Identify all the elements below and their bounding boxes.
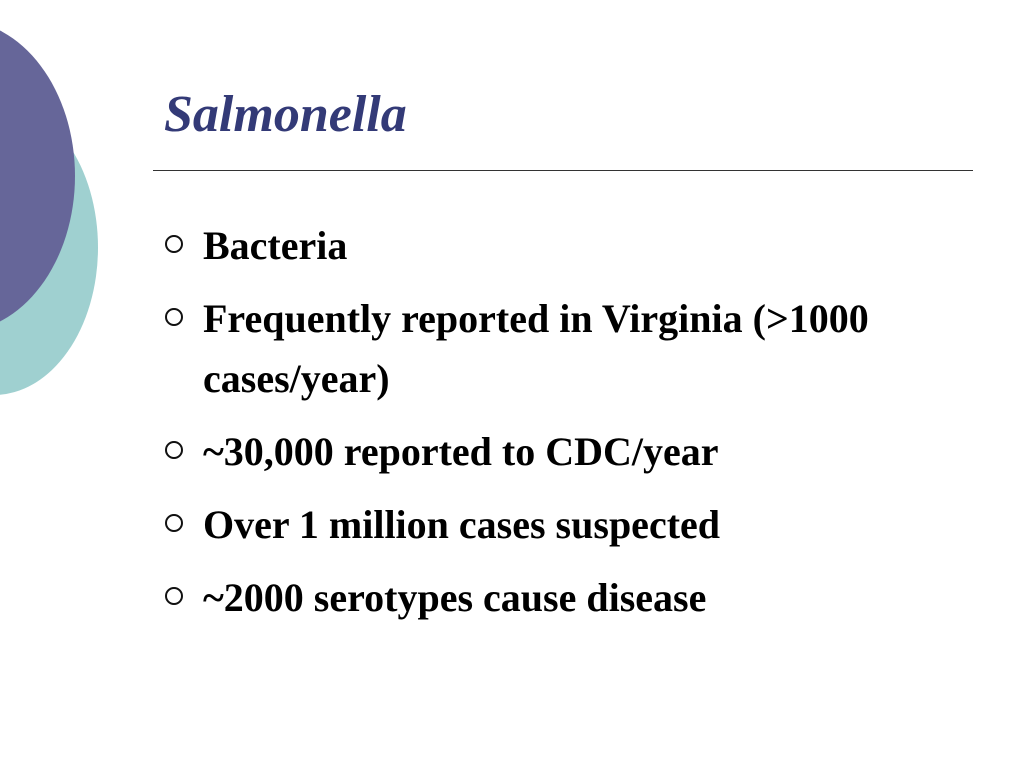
bullet-item-virginia (163, 289, 963, 409)
hollow-circle-bullet-icon (165, 441, 183, 459)
bullet-list (163, 216, 963, 641)
bullet-item-suspected (163, 495, 963, 555)
hollow-circle-bullet-icon (165, 235, 183, 253)
bullet-item-serotypes (163, 568, 963, 628)
bullet-text: Bacteria (203, 223, 348, 268)
slide-title: Salmonella (164, 86, 407, 143)
bullet-item-cdc (163, 422, 963, 482)
title-divider (153, 170, 973, 171)
hollow-circle-bullet-icon (165, 514, 183, 532)
hollow-circle-bullet-icon (165, 308, 183, 326)
bullet-item-bacteria (163, 216, 963, 276)
bullet-text: ~2000 serotypes cause disease (203, 575, 707, 620)
hollow-circle-bullet-icon (165, 587, 183, 605)
bullet-text: ~30,000 reported to CDC/year (203, 429, 719, 474)
bullet-text: Over 1 million cases suspected (203, 502, 721, 547)
bullet-text: Frequently reported in Virginia (>1000 cases/year) (203, 296, 869, 401)
